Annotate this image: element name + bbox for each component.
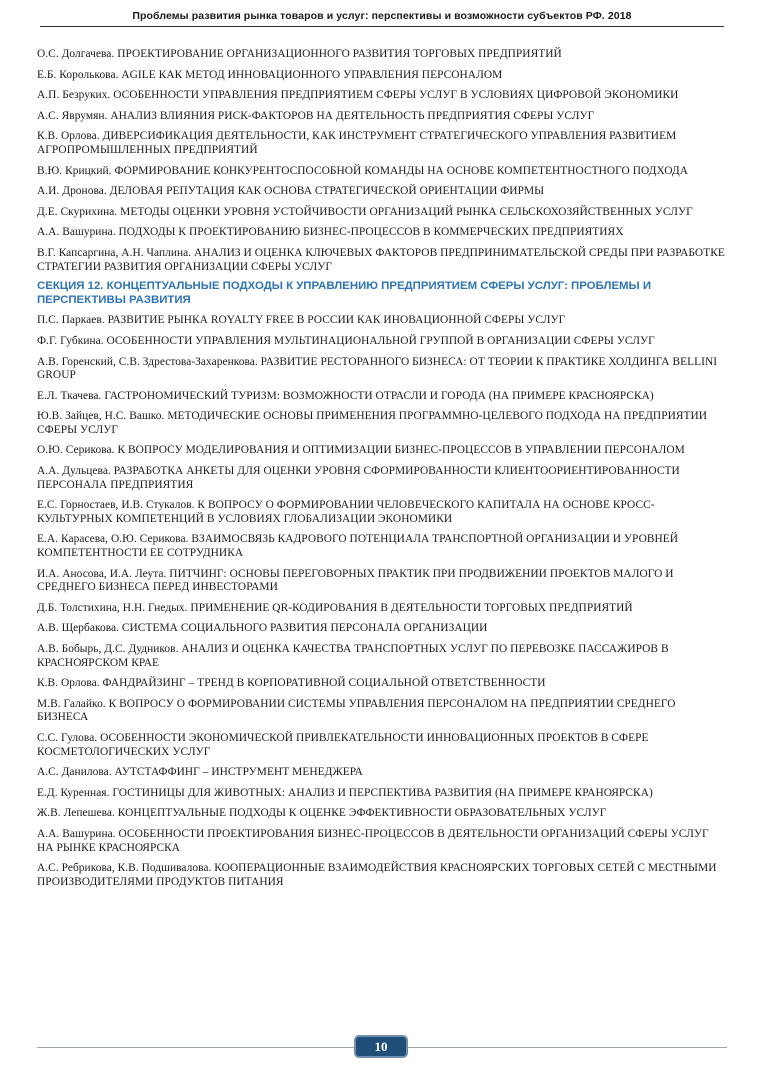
toc-entry[interactable]: В.Г. Капсаргина, А.Н. Чаплина. АНАЛИЗ И ОЦЕНКА КЛЮЧЕВЫХ ФАКТОРОВ ПРЕДПРИНИМАТЕЛЬСКОЙ СРЕДЫ ПРИ РАЗРАБОТКЕ СТРАТЕГИИ РАЗВИТИЯ ОРГАНИЗАЦИИ СФЕРЫ УСЛУГ <box>37 246 725 273</box>
toc-entry[interactable]: О.С. Долгачева. ПРОЕКТИРОВАНИЕ ОРГАНИЗАЦИОННОГО РАЗВИТИЯ ТОРГОВЫХ ПРЕДПРИЯТИЙ <box>37 48 562 60</box>
toc-entry[interactable]: Ю.В. Зайцев, Н.С. Вашко. МЕТОДИЧЕСКИЕ ОСНОВЫ ПРИМЕНЕНИЯ ПРОГРАММНО-ЦЕЛЕВОГО ПОДХОДА НА ПРЕДПРИЯТИИ СФЕРЫ УСЛУГ <box>37 410 708 436</box>
toc-entry[interactable]: Е.Б. Королькова. AGILE КАК МЕТОД ИННОВАЦИОННОГО УПРАВЛЕНИЯ ПЕРСОНАЛОМ <box>37 68 503 81</box>
toc-entry[interactable]: А.И. Дронова. ДЕЛОВАЯ РЕПУТАЦИЯ КАК ОСНОВА СТРАТЕГИЧЕСКОЙ ОРИЕНТАЦИИ ФИРМЫ <box>37 185 545 198</box>
entries-group-after-section <box>37 314 728 889</box>
toc-entry[interactable]: О.Ю. Серикова. К ВОПРОСУ МОДЕЛИРОВАНИЯ И ОПТИМИЗАЦИИ БИЗНЕС-ПРОЦЕССОВ В УПРАВЛЕНИИ ПЕРСОНАЛОМ <box>37 444 685 457</box>
page-number-badge: 10 <box>354 1035 408 1058</box>
toc-entry[interactable]: А.В. Бобырь, Д.С. Дудников. АНАЛИЗ И ОЦЕНКА КАЧЕСТВА ТРАНСПОРТНЫХ УСЛУГ ПО ПЕРЕВОЗКЕ ПАССАЖИРОВ В КРАСНОЯРСКОМ КРАЕ <box>37 643 669 669</box>
toc-entry[interactable]: М.В. Галайко. К ВОПРОСУ О ФОРМИРОВАНИИ СИСТЕМЫ УПРАВЛЕНИЯ ПЕРСОНАЛОМ НА ПРЕДПРИЯТИИ СРЕДНЕГО БИЗНЕСА <box>37 697 676 724</box>
toc-entry[interactable]: А.С. Ребрикова, К.В. Подшивалова. КООПЕРАЦИОННЫЕ ВЗАИМОДЕЙСТВИЯ КРАСНОЯРСКИХ ТОРГОВЫХ СЕТЕЙ С МЕСТНЫМИ ПРОИЗВОДИТЕЛЯМИ ПРОДУКТОВ ПИТАНИЯ <box>37 862 717 888</box>
toc-entry[interactable]: К.В. Орлова. ФАНДРАЙЗИНГ – ТРЕНД В КОРПОРАТИВНОЙ СОЦИАЛЬНОЙ ОТВЕТСТВЕННОСТИ <box>37 677 546 690</box>
toc-entry[interactable]: Е.А. Карасева, О.Ю. Серикова. ВЗАИМОСВЯЗЬ КАДРОВОГО ПОТЕНЦИАЛА ТРАНСПОРТНОЙ ОРГАНИЗАЦИИ И УРОВНЕЙ КОМПЕТЕНТНОСТИ ЕЕ СОТРУДНИКА <box>37 533 679 560</box>
toc-entry[interactable]: А.В. Горенский, С.В. Здрестова-Захаренкова. РАЗВИТИЕ РЕСТОРАННОГО БИЗНЕСА: ОТ ТЕОРИИ К ПРАКТИКЕ ХОЛДИНГА BELLINI GROUP <box>37 355 718 382</box>
table-of-contents <box>37 48 728 896</box>
toc-entry[interactable]: А.В. Щербакова. СИСТЕМА СОЦИАЛЬНОГО РАЗВИТИЯ ПЕРСОНАЛА ОРГАНИЗАЦИИ <box>37 622 488 635</box>
toc-entry[interactable]: А.С. Яврумян. АНАЛИЗ ВЛИЯНИЯ РИСК-ФАКТОРОВ НА ДЕЯТЕЛЬНОСТЬ ПРЕДПРИЯТИЯ СФЕРЫ УСЛУГ <box>37 109 595 122</box>
section-heading[interactable]: СЕКЦИЯ 12. КОНЦЕПТУАЛЬНЫЕ ПОДХОДЫ К УПРАВЛЕНИЮ ПРЕДПРИЯТИЕМ СФЕРЫ УСЛУГ: ПРОБЛЕМЫ И ПЕРСПЕКТИВЫ РАЗВИТИЯ <box>37 280 652 306</box>
toc-entry[interactable]: Д.Б. Толстихина, Н.Н. Гнедых. ПРИМЕНЕНИЕ QR-КОДИРОВАНИЯ В ДЕЯТЕЛЬНОСТИ ТОРГОВЫХ ПРЕДПРИЯТИЙ <box>37 601 633 614</box>
toc-entry[interactable]: В.Ю. Крицкий. ФОРМИРОВАНИЕ КОНКУРЕНТОСПОСОБНОЙ КОМАНДЫ НА ОСНОВЕ КОМПЕТЕНТНОСТНОГО ПОДХОДА <box>37 164 689 177</box>
toc-entry[interactable]: А.А. Дульцева. РАЗРАБОТКА АНКЕТЫ ДЛЯ ОЦЕНКИ УРОВНЯ СФОРМИРОВАННОСТИ КЛИЕНТООРИЕНТИРОВАННОСТИ ПЕРСОНАЛА ПРЕДПРИЯТИЯ <box>37 465 680 491</box>
entries-group-before-section <box>37 48 728 274</box>
toc-entry[interactable]: А.А. Вашурина. ОСОБЕННОСТИ ПРОЕКТИРОВАНИЯ БИЗНЕС-ПРОЦЕССОВ В ДЕЯТЕЛЬНОСТИ ОРГАНИЗАЦИЙ СФЕРЫ УСЛУГ НА РЫНКЕ КРАСНОЯРСКА <box>37 827 709 854</box>
toc-entry[interactable]: К.В. Орлова. ДИВЕРСИФИКАЦИЯ ДЕЯТЕЛЬНОСТИ, КАК ИНСТРУМЕНТ СТРАТЕГИЧЕСКОГО УПРАВЛЕНИЯ РАЗВИТИЕМ АГРОПРОМЫШЛЕННЫХ ПРЕДПРИЯТИЙ <box>37 130 677 156</box>
toc-entry[interactable]: Е.Л. Ткачева. ГАСТРОНОМИЧЕСКИЙ ТУРИЗМ: ВОЗМОЖНОСТИ ОТРАСЛИ И ГОРОДА (НА ПРИМЕРЕ КРАСНОЯРСКА) <box>37 389 654 402</box>
toc-entry[interactable]: Е.С. Горностаев, И.В. Стукалов. К ВОПРОСУ О ФОРМИРОВАНИИ ЧЕЛОВЕЧЕСКОГО КАПИТАЛА НА ОСНОВЕ КРОСС-КУЛЬТУРНЫХ КОМПЕТЕНЦИЙ В УСЛОВИЯХ ГЛОБАЛИЗАЦИИ ЭКОНОМИКИ <box>37 499 655 525</box>
toc-entry[interactable]: А.С. Данилова. АУТСТАФФИНГ – ИНСТРУМЕНТ МЕНЕДЖЕРА <box>37 766 363 779</box>
toc-entry[interactable]: А.П. Безруких. ОСОБЕННОСТИ УПРАВЛЕНИЯ ПРЕДПРИЯТИЕМ СФЕРЫ УСЛУГ В УСЛОВИЯХ ЦИФРОВОЙ ЭКОНОМИКИ <box>37 89 679 102</box>
toc-entry[interactable]: С.С. Гулова. ОСОБЕННОСТИ ЭКОНОМИЧЕСКОЙ ПРИВЛЕКАТЕЛЬНОСТИ ИННОВАЦИОННЫХ ПРОЕКТОВ В СФЕРЕ КОСМЕТОЛОГИЧЕСКИХ УСЛУГ <box>37 731 649 758</box>
running-header: Проблемы развития рынка товаров и услуг: перспективы и возможности субъектов РФ. 2018 <box>40 10 724 27</box>
toc-entry[interactable]: А.А. Вашурина. ПОДХОДЫ К ПРОЕКТИРОВАНИЮ БИЗНЕС-ПРОЦЕССОВ В КОММЕРЧЕСКИХ ПРЕДПРИЯТИЯХ <box>37 226 624 239</box>
toc-entry[interactable]: П.С. Паркаев. РАЗВИТИЕ РЫНКА ROYALTY FREE В РОССИИ КАК ИНОВАЦИОННОЙ СФЕРЫ УСЛУГ <box>37 314 566 327</box>
toc-entry[interactable]: Д.Е. Скурихина. МЕТОДЫ ОЦЕНКИ УРОВНЯ УСТОЙЧИВОСТИ ОРГАНИЗАЦИЙ РЫНКА СЕЛЬСКОХОЗЯЙСТВЕННЫХ УСЛУГ <box>37 205 693 218</box>
toc-entry[interactable]: Ф.Г. Губкина. ОСОБЕННОСТИ УПРАВЛЕНИЯ МУЛЬТИНАЦИОНАЛЬНОЙ ГРУППОЙ В ОРГАНИЗАЦИИ СФЕРЫ УСЛУГ <box>37 334 655 347</box>
toc-entry[interactable]: И.А. Аносова, И.А. Леута. ПИТЧИНГ: ОСНОВЫ ПЕРЕГОВОРНЫХ ПРАКТИК ПРИ ПРОДВИЖЕНИИ ПРОЕКТОВ МАЛОГО И СРЕДНЕГО БИЗНЕСА ПЕРЕД ИНВЕСТОРАМИ <box>37 567 674 594</box>
toc-entry[interactable]: Ж.В. Лепешева. КОНЦЕПТУАЛЬНЫЕ ПОДХОДЫ К ОЦЕНКЕ ЭФФЕКТИВНОСТИ ОБРАЗОВАТЕЛЬНЫХ УСЛУГ <box>37 807 607 820</box>
toc-entry[interactable]: Е.Д. Куренная. ГОСТИНИЦЫ ДЛЯ ЖИВОТНЫХ: АНАЛИЗ И ПЕРСПЕКТИВА РАЗВИТИЯ (НА ПРИМЕРЕ КРАНОЯРСКА) <box>37 786 653 799</box>
